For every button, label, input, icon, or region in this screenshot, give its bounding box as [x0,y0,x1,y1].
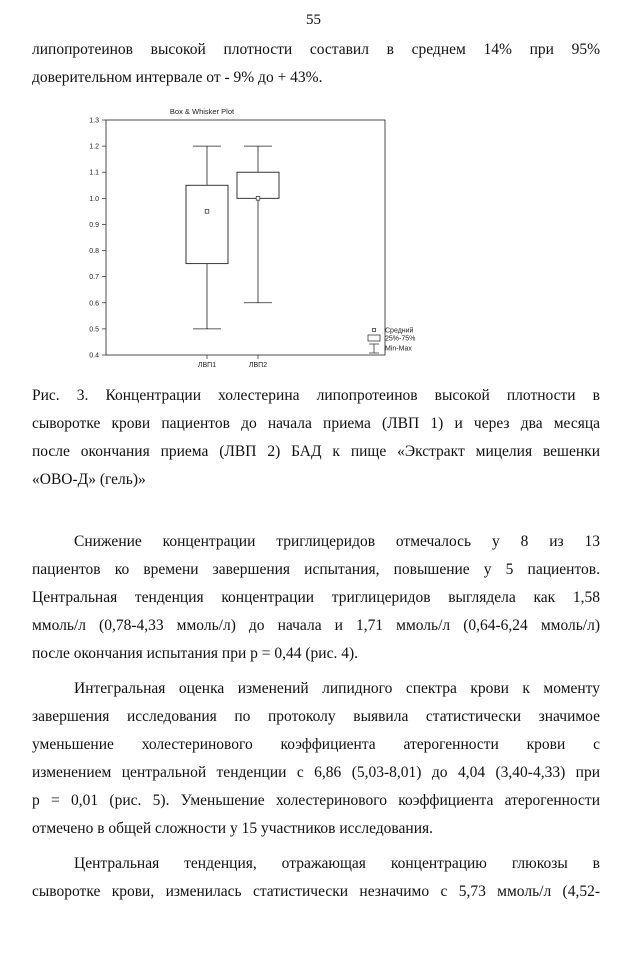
chart-title: Box & Whisker Plot [169,107,235,116]
text-line: Центральная тенденция, отражающая концентрацию глюкозы в [74,855,600,872]
box-1 [186,146,228,329]
text-line: пациентов ко времени завершения испытания, повышение у 5 пациентов. [32,561,600,578]
text-line: липопротеинов высокой плотности составил в среднем 14% при 95% [32,41,600,58]
text-line: после окончания испытания при p = 0,44 (рис. 4). [32,645,359,662]
text-line: Снижение концентрации триглицеридов отмечалось у 8 из 13 [74,533,600,550]
x-tick-label: ЛВП1 [197,362,217,369]
x-axis [198,355,267,369]
y-tick-label: 0.5 [89,326,99,334]
caption-line: Рис. 3. Концентрации холестерина липопротеинов высокой плотности в [32,387,600,404]
figure-caption [32,382,600,494]
y-tick-label: 1.0 [89,195,99,203]
legend-mean-symbol [373,329,376,332]
text-line: сыворотке крови, изменилась статистически незначимо с 5,73 ммоль/л (4,52- [32,883,600,900]
iqr-box [237,172,279,198]
y-tick-label: 1.3 [89,117,99,125]
legend-box-symbol [368,335,380,341]
chart-legend [368,327,415,354]
box-whisker-chart [76,100,476,369]
text-line: уменьшение холестеринового коэффициента атерогенности крови с [32,736,600,753]
mean-marker [256,197,260,201]
y-tick-label: 0.9 [89,221,99,229]
x-tick-label: ЛВП2 [248,362,268,369]
y-axis [89,118,106,360]
legend-label: Средний [385,327,414,335]
y-tick-label: 1.2 [89,143,99,151]
caption-line: после окончания приема (ЛВП 2) БАД к пище «Экстракт мицелия вешенки [32,443,600,460]
y-tick-label: 0.4 [89,352,99,360]
mean-marker [205,210,209,214]
y-tick-label: 0.8 [89,248,99,256]
caption-line: сыворотке крови пациентов до начала приема (ЛВП 1) и через два месяца [32,415,600,432]
page-number: 55 [306,12,321,28]
text-line: изменением центральной тенденции с 6,86 (5,03-8,01) до 4,04 (3,40-4,33) при [32,764,600,781]
y-tick-label: 0.6 [89,300,99,308]
iqr-box [186,185,228,263]
legend-label: 25%-75% [385,335,416,343]
text-line: Интегральная оценка изменений липидного спектра крови к моменту [74,680,600,697]
text-line: отмечено в общей сложности у 15 участников исследования. [32,820,434,837]
text-line: p = 0,01 (рис. 5). Уменьшение холестеринового коэффициента атерогенности [32,792,600,809]
text-line: Центральная тенденция концентрации триглицеридов выглядела как 1,58 [32,589,600,606]
plot-frame [106,120,385,355]
paragraph-atherogenicity [32,675,600,843]
intro-text [32,36,600,92]
box-series [186,146,279,329]
text-line: ммоль/л (0,78-4,33 ммоль/л) до начала и 1,71 ммоль/л (0,64-6,24 ммоль/л) [32,617,600,634]
y-tick-label: 0.7 [89,274,99,282]
paragraph-triglycerides [32,528,600,668]
legend-label: Min-Max [385,345,412,353]
caption-line: «ОВО-Д» (гель)» [32,471,146,488]
text-line: доверительном интервале от - 9% до + 43%. [32,69,323,86]
box-2 [237,146,279,303]
y-tick-label: 1.1 [89,169,99,177]
text-line: завершения исследования по протоколу выявила статистически значимое [32,708,600,725]
paragraph-glucose [32,850,600,906]
